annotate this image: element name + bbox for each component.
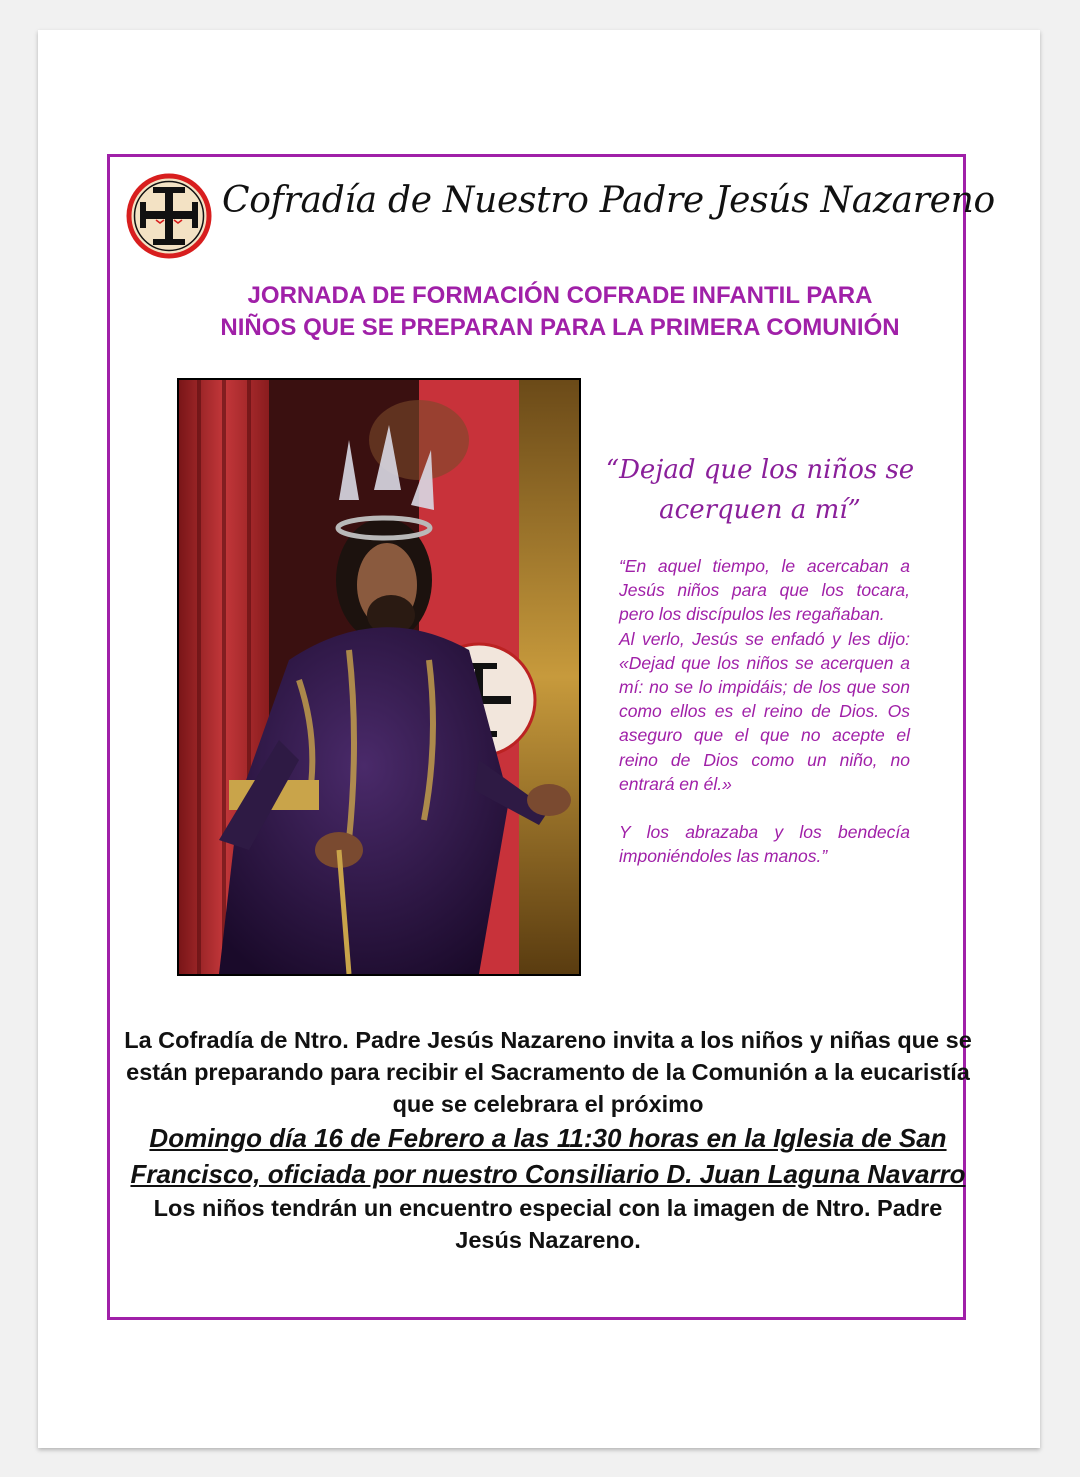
invitation-intro: La Cofradía de Ntro. Padre Jesús Nazareno invita a los niños y niñas que se están preparando para recibir el Sacramento de la Comunión a la eucaristía que se celebrara el próximo xyxy=(124,1027,972,1117)
quote-title: “Dejad que los niños se acerquen a mí” xyxy=(605,455,915,525)
gospel-passage xyxy=(619,554,910,868)
gospel-paragraph-2: Al verlo, Jesús se enfadó y les dijo: «Dejad que los niños se acerquen a mí: no se lo impidáis; de los que son como ellos es el reino de Dios. Os aseguro que el que no acepte el reino de Dios como un niño, no entrará en él.» xyxy=(619,628,910,794)
headline-line-1: JORNADA DE FORMACIÓN COFRADE INFANTIL PARA xyxy=(247,282,873,309)
organization-title: Cofradía de Nuestro Padre Jesús Nazareno xyxy=(222,180,995,221)
nazareno-image xyxy=(179,380,579,974)
gospel-paragraph-1: “En aquel tiempo, le acercaban a Jesús niños para que los tocara, pero los discípulos les regañaban. xyxy=(619,556,910,625)
headline-line-2: NIÑOS QUE SE PREPARAN PARA LA PRIMERA COMUNIÓN xyxy=(220,314,900,341)
invitation-text xyxy=(120,1024,976,1256)
invitation-closing: Los niños tendrán un encuentro especial con la imagen de Ntro. Padre Jesús Nazareno. xyxy=(153,1195,943,1253)
gospel-paragraph-3: Y los abrazaba y los bendecía imponiéndoles las manos.” xyxy=(619,822,910,867)
nazareno-photo xyxy=(177,378,581,976)
event-headline xyxy=(130,280,990,344)
cross-emblem-icon xyxy=(126,173,212,259)
event-details: Domingo día 16 de Febrero a las 11:30 horas en la Iglesia de San Francisco, oficiada por nuestro Consiliario D. Juan Laguna Navarro xyxy=(130,1123,966,1189)
